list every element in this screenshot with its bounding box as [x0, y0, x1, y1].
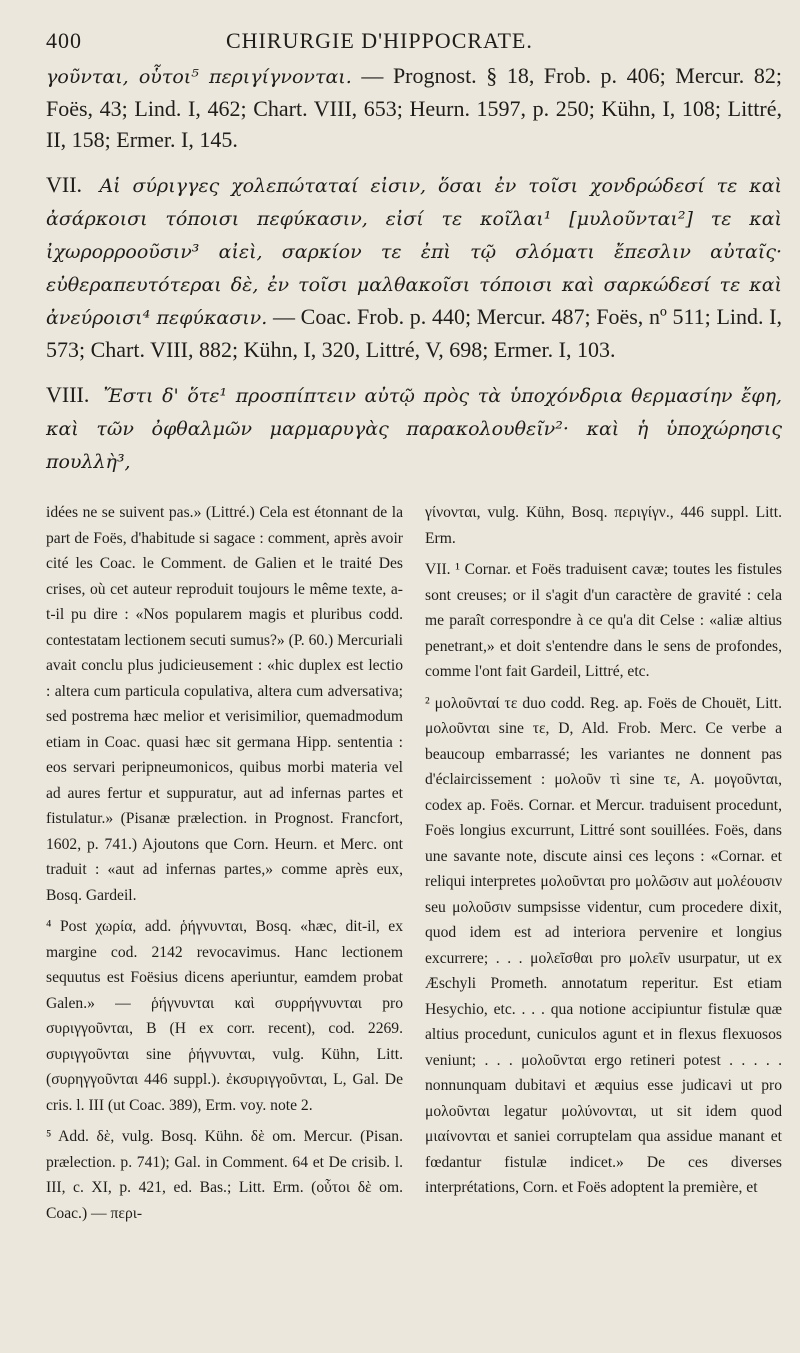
paragraph-viii [46, 379, 782, 478]
section-label: VII. [46, 172, 83, 197]
greek-text: Ἔστι δ' ὅτε¹ προσπίπτειν αὐτῷ πρὸς τὰ ὑποχόνδρια θερμασίην ἔφη, καὶ τῶν ὀφθαλμῶν μαρμαρυγὰς παρακολουθεῖν²· καὶ ἡ ὑποχώρησις πουλλὴ³, [46, 385, 782, 473]
greek-text: γοῦνται, οὗτοι⁵ περιγίγνονται. [46, 66, 352, 88]
paragraph-vii [46, 169, 782, 365]
running-title: CHIRURGIE D'HIPPOCRATE. [226, 28, 533, 53]
references: — Coac. Frob. p. 440; Mercur. 487; Foës, nº 511; Lind. I, 573; Chart. VIII, 882; Kühn, I, 320, Littré, V, 698; Ermer. I, 103. [46, 304, 782, 362]
footnote-paragraph: ⁴ Post χωρία, add. ῥήγνυνται, Bosq. «hæc, dit-il, ex margine cod. 2142 revocavimus. Hanc lectionem sequutus est Foësius dicens aperiuntur, eamdem probat Galen.» — ῥήγνυνται καὶ συρρήγνυνται pro συριγγοῦνται, B (H ex corr. recent), cod. 2269. συριγγοῦνται sine ῥήγνυνται, vulg. Kühn, Litt. (συρηγγοῦνται 446 suppl.). ἐκσυριγγοῦνται, L, Gal. De cris. l. III (ut Coac. 389), Erm. voy. note 2. [46, 918, 403, 1114]
footnotes-right-column [425, 500, 782, 1232]
section-label: VIII. [46, 382, 90, 407]
page-number: 400 [46, 28, 82, 53]
greek-text: Αἱ σύριγγες χολεπώταταί εἰσιν, ὅσαι ἐν τοῖσι χονδρώδεσί τε καὶ ἀσάρκοισι τόποισι πεφύκασιν, εἰσί τε κοῖλαι¹ [μυλοῦνται²] τε καὶ ἰχωρορροοῦσιν³ αἰεὶ, σαρκίον τε ἐπὶ τῷ σλόματι ἔπεσλιν αὐταῖς· εὐθεραπευτότεραι δὲ, ἐν τοῖσι μαλθακοῖσι τόποισι καὶ σαρκώδεσί τε καὶ ἀνεύροισι⁴ πεφύκασιν. [46, 175, 782, 329]
references: — Prognost. § 18, Frob. p. 406; Mercur. 82; Foës, 43; Lind. I, 462; Chart. VIII, 653; Heurn. 1597, p. 250; Kühn, I, 108; Littré, II, 158; Ermer. I, 145. [46, 63, 782, 152]
footnote-paragraph: γίνονται, vulg. Kühn, Bosq. περιγίγν., 446 suppl. Litt. Erm. [425, 504, 782, 547]
footnotes [46, 500, 782, 1232]
footnotes-left-column [46, 500, 403, 1232]
main-text [46, 60, 782, 478]
footnote-paragraph: idées ne se suivent pas.» (Littré.) Cela est étonnant de la part de Foës, d'habitude si sagace : comment, après avoir cité les Coac. le Comment. de Galien et le traité Des crises, où cet auteur reproduit toujours le même texte, a-t-il pu dire : «Nos popularem magis et pluribus codd. contestatam lectionem secuti sumus?» (P. 60.) Mercuriali avait conclu plus judicieusement : «hic duplex est lectio : altera cum particula copulativa, altera cum adversativa; sed postrema hæc melior et verisimilior, quemadmodum etiam in Coac. quasi hæc sit germana Hipp. sententia : eos servari peripneumonicos, quibus morbi materia vel ad aures fertur et suppuratur, aut ad infernas partes et fistulatur.» (Pisanæ prælection. in Prognost. Francfort, 1602, p. 741.) Ajoutons que Corn. Heurn. et Merc. ont traduit : «aut ad infernas partes,» comme après eux, Bosq. Gardeil. [46, 504, 403, 904]
paragraph-prognost [46, 60, 782, 155]
footnote-paragraph: ⁵ Add. δὲ, vulg. Bosq. Kühn. δὲ om. Mercur. (Pisan. prælection. p. 741); Gal. in Comment. 64 et De crisib. l. III, c. XI, p. 421, ed. Bas.; Litt. Erm. (οὗτοι δὲ om. Coac.) — περι- [46, 1128, 403, 1222]
footnote-paragraph: ² μολοῦνταί τε duo codd. Reg. ap. Foës de Chouët, Litt. μολοῦνται sine τε, D, Ald. Frob. Merc. Ce verbe a beaucoup embarrassé; les variantes ne donnent pas d'éclaircissement : μολοῦν τὶ sine τε, A. μογοῦνται, codex ap. Foës. Cornar. et Mercur. traduisent procedunt, Foës longius excurrunt, Littré sont souillées. Foës, dans une savante note, discute ainsi ces leçons : «Cornar. et reliqui interpretes μολοῦνται pro μολῶσιν aut μολέουσιν seu μολοῦσιν sumpsisse videntur, cum procedere dixit, quod idem est ad interiora pervenire et longius excurrere; . . . μολεῖσθαι pro μολεῖν usurpatur, ut ex Æschyli Prometh. annotatum reperitur. Est etiam Hesychio, etc. . . . qua notione accipiuntur fistulæ quæ altius procedunt, cuniculos agunt et in flexus flexuosos veniunt; . . . μολοῦνται ergo retineri potest . . . . . nonnunquam dubitavi et æquius esse judicavi ut pro μολοῦνται legatur μολύνονται, ut sit idem quod μιαίνονται et saniei corruptelam qua assidue manant et fœdantur fistulæ indicet.» De ces diverses interprétations, Corn. et Foës adoptent la première, et [425, 694, 782, 1196]
page-header [46, 28, 782, 54]
footnote-paragraph: VII. ¹ Cornar. et Foës traduisent cavæ; toutes les fistules sont creuses; or il s'agit d'un caractère de gravité : cela me paraît correspondre à ce qu'a dit Celse : «aliæ altius penetrant,» et doit s'entendre dans le sens de profondes, comme l'ont fait Gardeil, Littré, etc. [425, 561, 782, 680]
